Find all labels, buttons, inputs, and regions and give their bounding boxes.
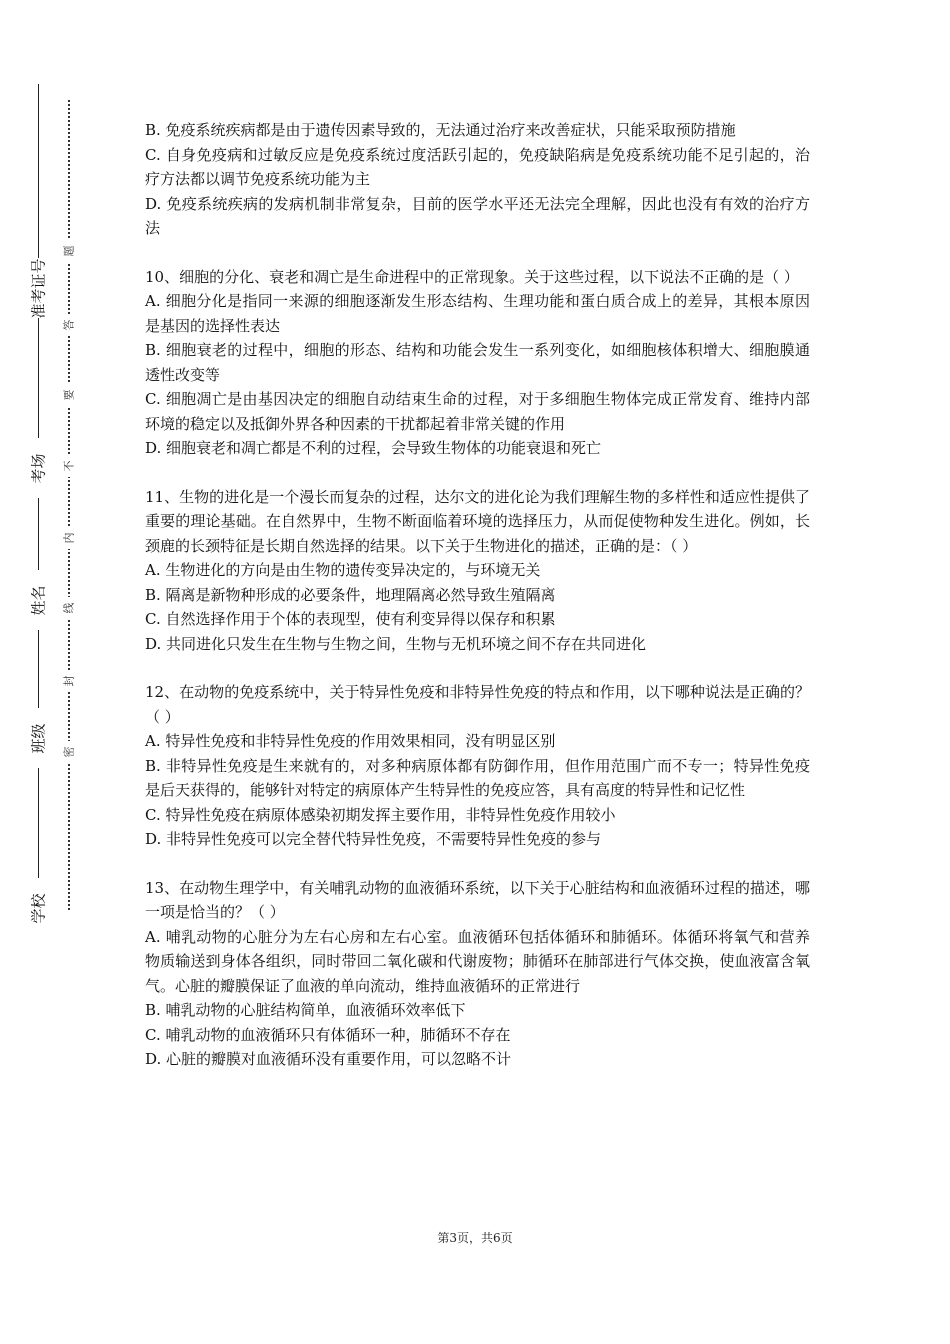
option-b: B. 隔离是新物种形成的必要条件，地理隔离必然导致生殖隔离 (145, 585, 556, 604)
seal-char: 线 (58, 597, 78, 619)
option-d: D. 免疫系统疾病的发病机制非常复杂，目前的医学水平还无法完全理解，因此也没有有效的治疗方法 (145, 194, 810, 237)
question-stem: 11、生物的进化是一个漫长而复杂的过程，达尔文的进化论为我们理解生物的多样性和适应性提供了重要的理论基础。在自然界中，生物不断面临着环境的选择压力，从而促使物种发生进化。例如，长颈鹿的长颈特征是长期自然选择的结果。以下关于生物进化的描述，正确的是：（ ） (145, 487, 810, 555)
option-d: D. 心脏的瓣膜对血液循环没有重要作用，可以忽略不计 (145, 1050, 512, 1068)
question-stem: 12、在动物的免疫系统中，关于特异性免疫和非特异性免疫的特点和作用，以下哪种说法是正确的？（ ） (145, 683, 810, 726)
binding-solid-line (38, 84, 39, 924)
exam-content (145, 118, 810, 1096)
class-label: 班级 (20, 708, 56, 768)
binding-dotted-line (68, 100, 70, 910)
option-b: B. 免疫系统疾病都是由于遗传因素导致的，无法通过治疗来改善症状，只能采取预防措施 (145, 121, 736, 139)
question-stem: 13、在动物生理学中，有关哺乳动物的血液循环系统，以下关于心脏结构和血液循环过程的描述，哪一项是恰当的？（ ） (145, 878, 810, 921)
option-c: C. 哺乳动物的血液循环只有体循环一种，肺循环不存在 (145, 1025, 511, 1044)
question-10 (145, 265, 810, 461)
student-name-label: 姓名 (20, 570, 56, 630)
option-c: C. 特异性免疫在病原体感染初期发挥主要作用，非特异性免疫作用较小 (145, 805, 616, 824)
seal-char: 题 (58, 240, 78, 262)
seal-char: 不 (58, 455, 78, 477)
seal-char: 内 (58, 527, 78, 549)
seal-char: 密 (58, 741, 78, 763)
option-d: D. 细胞衰老和凋亡都是不利的过程，会导致生物体的功能衰退和死亡 (145, 439, 602, 457)
seal-char: 要 (58, 384, 78, 406)
option-d: D. 共同进化只发生在生物与生物之间，生物与无机环境之间不存在共同进化 (145, 634, 647, 653)
question-stem: 10、细胞的分化、衰老和凋亡是生命进程中的正常现象。关于这些过程，以下说法不正确的是（ ） (145, 267, 799, 286)
option-b: B. 哺乳动物的心脏结构简单，血液循环效率低下 (145, 1001, 466, 1019)
exam-id-label: 准考证号 (20, 258, 56, 318)
seal-char: 答 (58, 314, 78, 336)
school-label: 学校 (20, 878, 56, 938)
question-13 (145, 876, 810, 1072)
question-12 (145, 680, 810, 852)
option-a: A. 哺乳动物的心脏分为左右心房和左右心室。血液循环包括体循环和肺循环。体循环将氧气和营养物质输送到身体各组织，同时带回二氧化碳和代谢废物；肺循环在肺部进行气体交换，使血液富含氧气。心脏的瓣膜保证了血液的单向流动，维持血液循环的正常进行 (145, 927, 810, 995)
option-a: A. 生物进化的方向是由生物的遗传变异决定的，与环境无关 (145, 561, 541, 579)
option-b: B. 细胞衰老的过程中，细胞的形态、结构和功能会发生一系列变化，如细胞核体积增大、细胞膜通透性改变等 (145, 341, 810, 384)
seal-char: 封 (58, 670, 78, 692)
option-c: C. 细胞凋亡是由基因决定的细胞自动结束生命的过程，对于多细胞生物体完成正常发育、维持内部环境的稳定以及抵御外界各种因素的干扰都起着非常关键的作用 (145, 390, 810, 433)
page-number-footer: 第3页，共6页 (437, 1231, 513, 1245)
question-11 (145, 485, 810, 657)
option-c: C. 自然选择作用于个体的表现型，使有利变异得以保存和积累 (145, 610, 556, 628)
option-a: A. 特异性免疫和非特异性免疫的作用效果相同，没有明显区别 (145, 732, 556, 750)
option-b: B. 非特异性免疫是生来就有的，对多种病原体都有防御作用，但作用范围广而不专一；特异性免疫是后天获得的，能够针对特定的病原体产生特异性的免疫应答，具有高度的特异性和记忆性 (145, 756, 810, 799)
option-a: A. 细胞分化是指同一来源的细胞逐渐发生形态结构、生理功能和蛋白质合成上的差异，其根本原因是基因的选择性表达 (145, 292, 810, 335)
question-9-continuation (145, 118, 810, 241)
option-c: C. 自身免疫病和过敏反应是免疫系统过度活跃引起的，免疫缺陷病是免疫系统功能不足引起的，治疗方法都以调节免疫系统功能为主 (145, 145, 810, 188)
exam-room-label: 考场 (20, 438, 56, 498)
option-d: D. 非特异性免疫可以完全替代特异性免疫，不需要特异性免疫的参与 (145, 830, 602, 848)
